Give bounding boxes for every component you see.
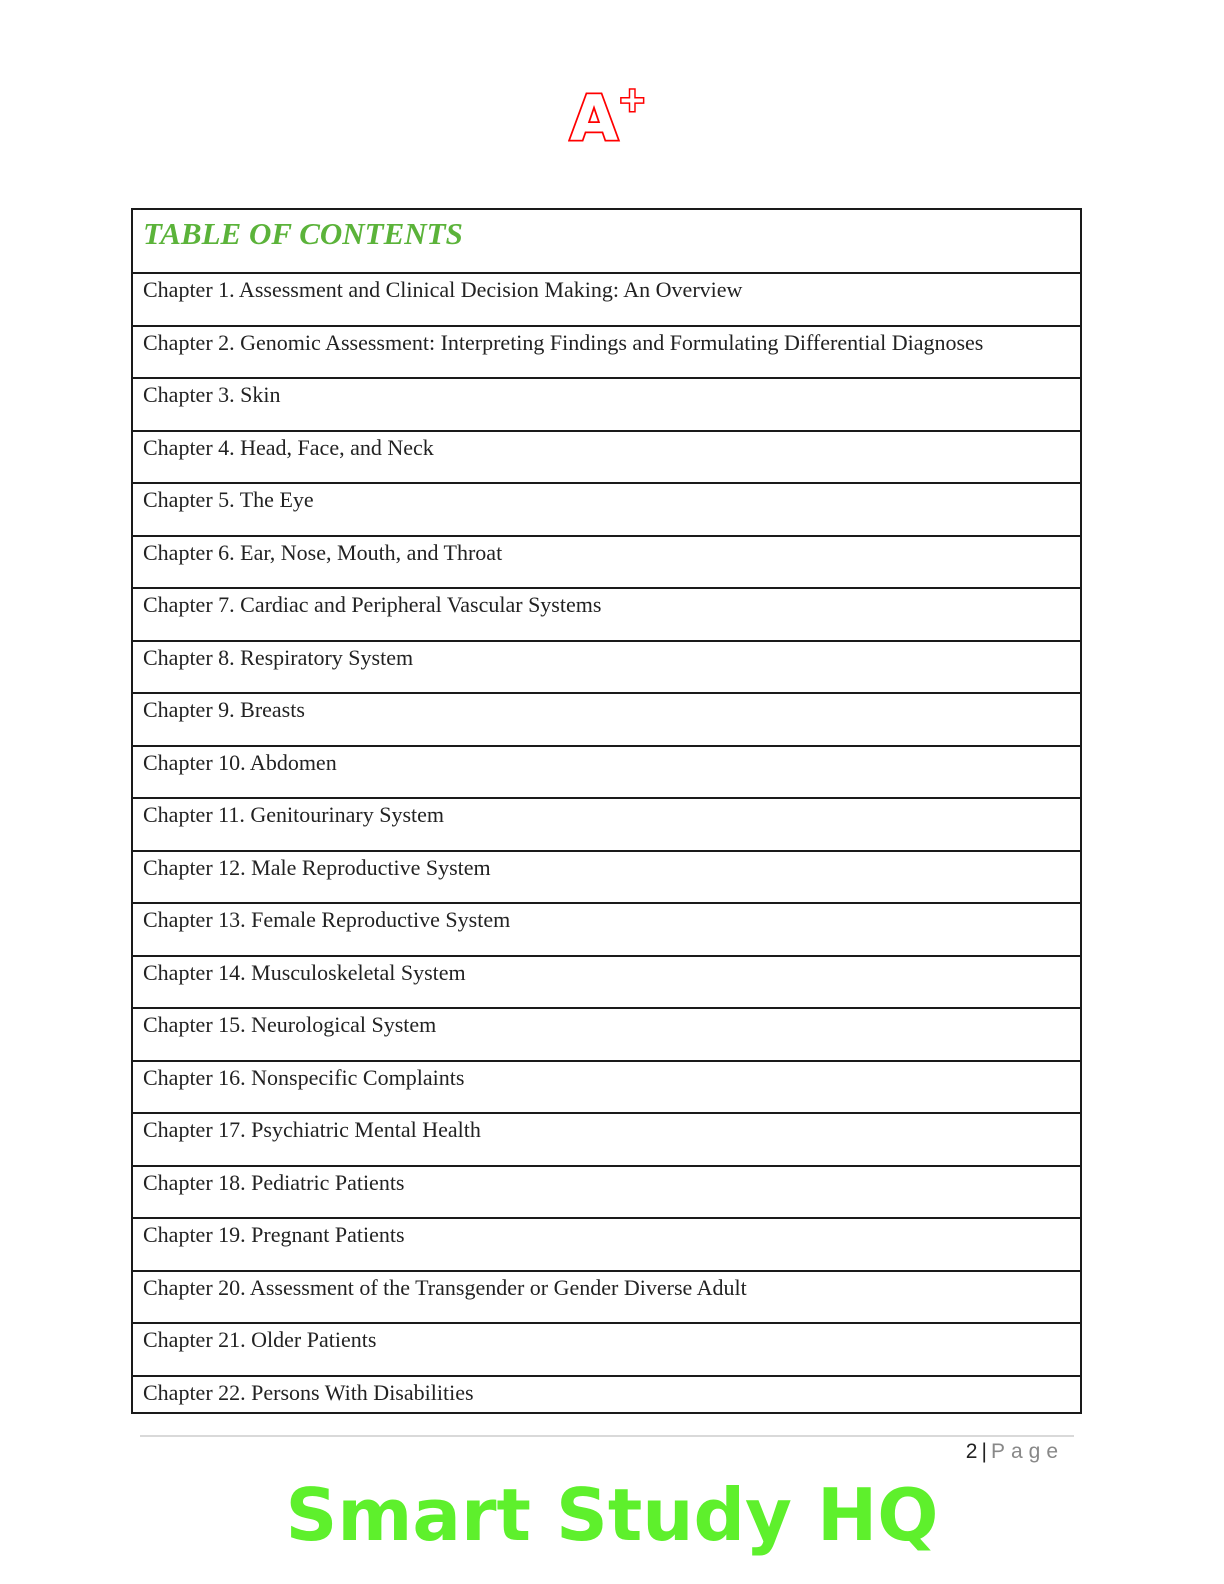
toc-chapter-title: Chapter 18. Pediatric Patients bbox=[132, 1166, 1081, 1219]
toc-chapter-title: Chapter 5. The Eye bbox=[132, 483, 1081, 536]
toc-chapter-row bbox=[132, 1061, 1081, 1114]
toc-chapter-row bbox=[132, 1323, 1081, 1376]
toc-chapter-title: Chapter 19. Pregnant Patients bbox=[132, 1218, 1081, 1271]
a-plus-grade-icon bbox=[568, 84, 648, 148]
toc-chapter-row bbox=[132, 1166, 1081, 1219]
toc-chapter-row bbox=[132, 1113, 1081, 1166]
toc-chapter-row bbox=[132, 903, 1081, 956]
toc-chapter-title: Chapter 13. Female Reproductive System bbox=[132, 903, 1081, 956]
toc-chapter-title: Chapter 7. Cardiac and Peripheral Vascular Systems bbox=[132, 588, 1081, 641]
toc-chapter-row bbox=[132, 798, 1081, 851]
toc-chapter-title: Chapter 3. Skin bbox=[132, 378, 1081, 431]
toc-chapter-title: Chapter 14. Musculoskeletal System bbox=[132, 956, 1081, 1009]
toc-chapter-title: Chapter 21. Older Patients bbox=[132, 1323, 1081, 1376]
toc-chapter-row bbox=[132, 851, 1081, 904]
toc-chapter-title: Chapter 10. Abdomen bbox=[132, 746, 1081, 799]
toc-chapter-row bbox=[132, 378, 1081, 431]
brand-watermark: Smart Study HQ bbox=[285, 1473, 939, 1557]
toc-chapter-title: Chapter 20. Assessment of the Transgender or Gender Diverse Adult bbox=[132, 1271, 1081, 1324]
toc-chapter-row bbox=[132, 956, 1081, 1009]
toc-chapter-title: Chapter 22. Persons With Disabilities bbox=[132, 1376, 1081, 1413]
toc-chapter-title: Chapter 9. Breasts bbox=[132, 693, 1081, 746]
toc-chapter-row bbox=[132, 1271, 1081, 1324]
toc-chapter-title: Chapter 2. Genomic Assessment: Interpreting Findings and Formulating Differential Diagnoses bbox=[132, 326, 1081, 379]
toc-chapter-row bbox=[132, 746, 1081, 799]
toc-title-row bbox=[132, 209, 1081, 273]
toc-chapter-row bbox=[132, 693, 1081, 746]
toc-chapter-title: Chapter 16. Nonspecific Complaints bbox=[132, 1061, 1081, 1114]
page-label: Page bbox=[990, 1440, 1064, 1463]
toc-chapter-row bbox=[132, 483, 1081, 536]
toc-chapter-row bbox=[132, 1218, 1081, 1271]
table-of-contents bbox=[131, 208, 1082, 1414]
svg-text:+: + bbox=[618, 84, 647, 120]
svg-text:A: A bbox=[570, 84, 618, 148]
toc-chapter-title: Chapter 4. Head, Face, and Neck bbox=[132, 431, 1081, 484]
toc-chapter-row bbox=[132, 641, 1081, 694]
toc-chapter-title: Chapter 17. Psychiatric Mental Health bbox=[132, 1113, 1081, 1166]
toc-chapter-row bbox=[132, 326, 1081, 379]
toc-chapter-title: Chapter 6. Ear, Nose, Mouth, and Throat bbox=[132, 536, 1081, 589]
page-number bbox=[966, 1440, 1064, 1464]
toc-chapter-title: Chapter 15. Neurological System bbox=[132, 1008, 1081, 1061]
footer-divider bbox=[140, 1435, 1074, 1437]
toc-chapter-title: Chapter 1. Assessment and Clinical Decision Making: An Overview bbox=[132, 273, 1081, 326]
page-number-separator: | bbox=[981, 1440, 987, 1463]
toc-chapter-title: Chapter 12. Male Reproductive System bbox=[132, 851, 1081, 904]
toc-chapter-title: Chapter 11. Genitourinary System bbox=[132, 798, 1081, 851]
toc-chapter-row bbox=[132, 431, 1081, 484]
toc-chapter-row bbox=[132, 1008, 1081, 1061]
toc-chapter-title: Chapter 8. Respiratory System bbox=[132, 641, 1081, 694]
page-number-value: 2 bbox=[965, 1440, 978, 1463]
toc-title: TABLE OF CONTENTS bbox=[143, 216, 463, 251]
toc-chapter-row bbox=[132, 536, 1081, 589]
toc-chapter-row bbox=[132, 1376, 1081, 1413]
toc-chapter-row bbox=[132, 588, 1081, 641]
toc-chapter-row bbox=[132, 273, 1081, 326]
